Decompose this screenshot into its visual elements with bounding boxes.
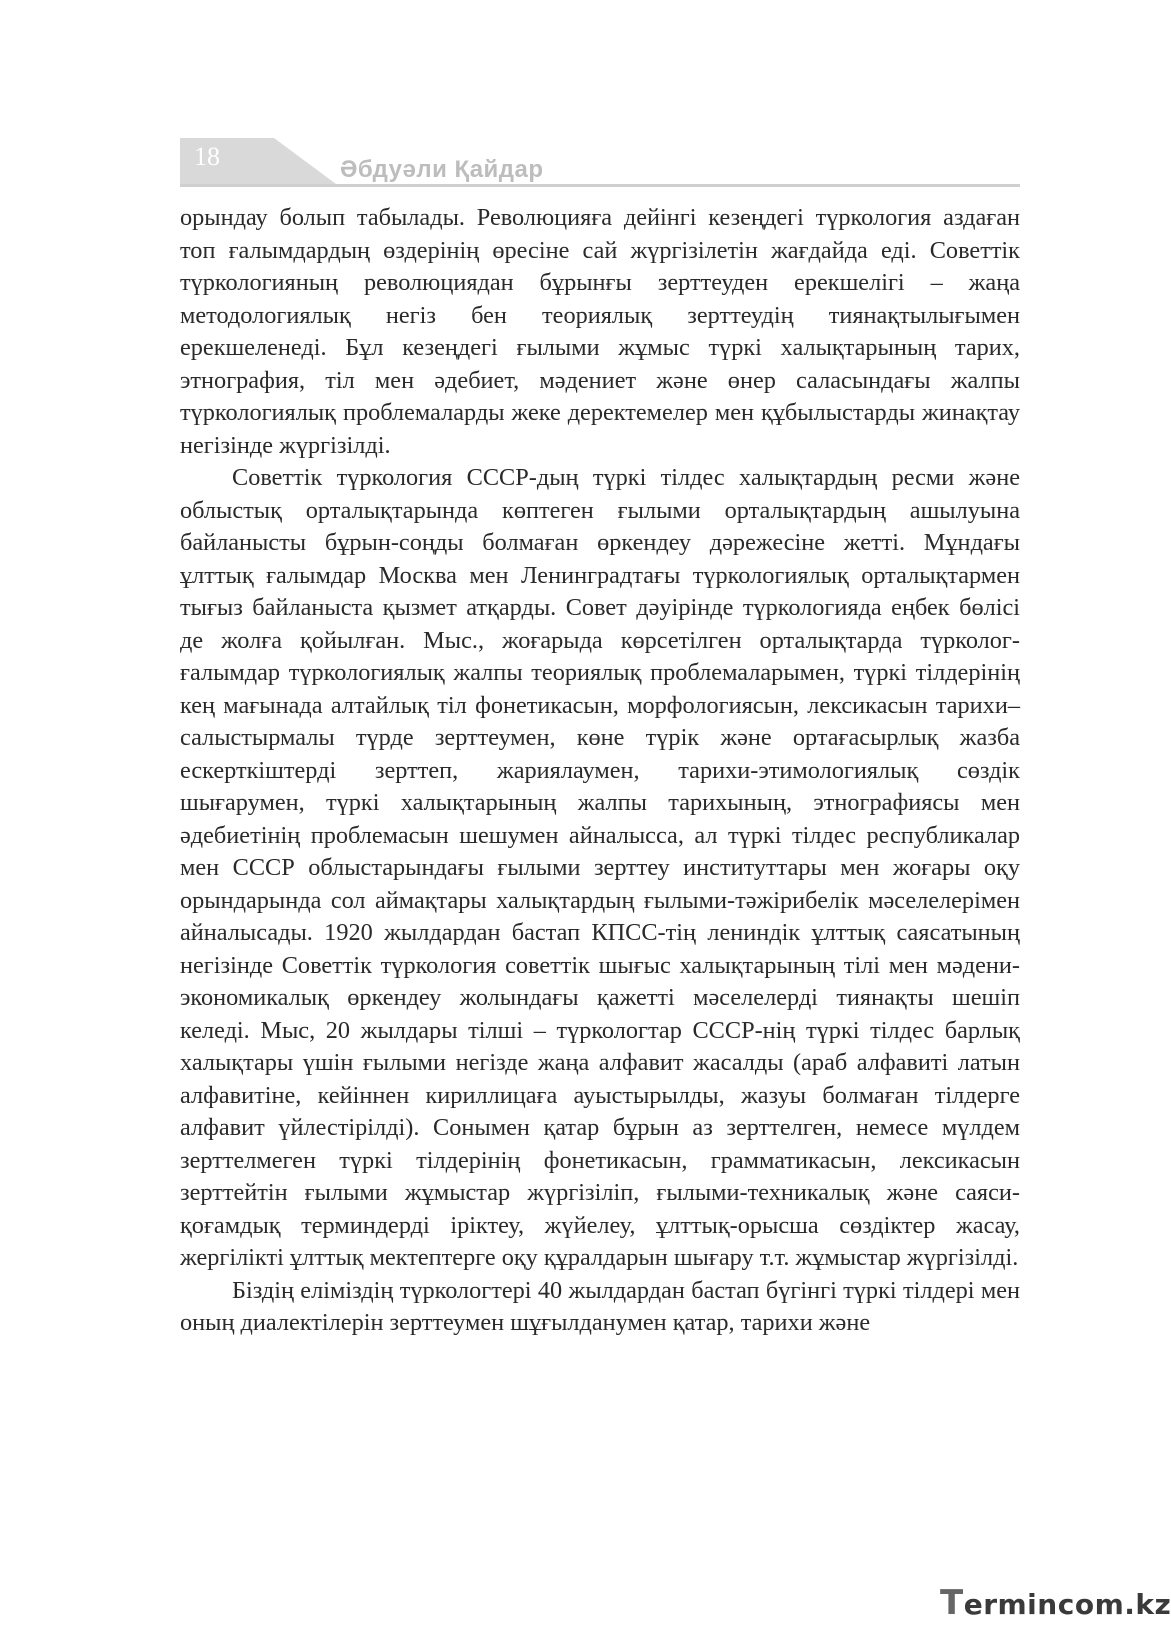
paragraph-2: Советтік түркология СССР-дың түркі тілдес халықтардың ресми және облыстық орталықтарында көптеген ғылыми орталықтардың ашылуына байланысты бұрын-соңды болмаған өркендеу дәрежесіне жетті. Мұндағы ұлттық ғалымдар Москва мен Ленинградтағы түркологиялық орталықтармен тығыз байланыста қызмет атқарды. Совет дәуірінде түркологияда еңбек бөлісі де жолға қойылған. Мыс., жоғарыда көрсетілген орталықтарда түрколог-ғалымдар түркологиялық жалпы теориялық проблемаларымен, түркі тілдерінің кең мағынада алтайлық тіл фонетикасын, морфологиясын, лексикасын тарихи–салыстырмалы түрде зерттеумен, көне түрік және ортағасырлық жазба ескерткіштерді зерттеп, жариялаумен, тарихи-этимологиялық сөздік шығарумен, түркі халықтарының жалпы тарихының, этнографиясы мен әдебиетінің проблемасын шешумен айналысса, ал түркі тілдес республикалар мен СССР облыстарындағы ғылыми зерттеу институттары мен жоғары оқу орындарында сол аймақтары халықтардың ғылыми-тәжірибелік мәселелерімен айналысады. 1920 жылдардан бастап КПСС-тің лениндік ұлттық саясатының негізінде Советтік түркология советтік шығыс халықтарының тілі мен мәдени-экономикалық өркендеу жолындағы қажетті мәселелерді тиянақты шешіп келеді. Мыс, 20 жылдары тілші – түркологтар СССР-нің түркі тілдес барлық халықтары үшін ғылыми негізде жаңа алфавит жасалды (араб алфавиті латын алфавитіне, кейіннен кириллицаға ауыстырылды, жазуы болмаған тілдерге алфавит үйлестірілді). Сонымен қатар бұрын аз зерттелген, немесе мүлдем зерттелмеген түркі тілдерінің фонетикасын, грамматикасын, лексикасын зерттейтін ғылыми жұмыстар жүргізіліп, ғылыми-техникалық және саяси-қоғамдық терминдерді іріктеу, жүйелеу, ұлттық-орысша сөздіктер жасау, жергілікті ұлттық мектептерге оқу құралдарын шығару т.т. жұмыстар жүргізілді. bbox=[180, 464, 1020, 1271]
running-head-author: Әбдуәли Қайдар bbox=[340, 156, 544, 183]
watermark-tail: m.kz bbox=[1094, 1588, 1171, 1621]
paragraph-1: орындау болып табылады. Революцияға дейінгі кезеңдегі түркология аздаған топ ғалымдардың өздерінің өресіне сай жүргізілетін жағдайда еді. Советтік түркологияның революциядан бұрынғы зерттеуден ерекшелігі – жаңа методологиялық негіз бен теориялық зерттеудің тиянақтылығымен ерекшеленеді. Бұл кезеңдегі ғылыми жұмыс түркі халықтарының тарих, этнография, тіл мен әдебиет, мәдениет және өнер саласындағы жалпы түркологиялық проблемаларды жеке деректемелер мен құбылыстарды жинақтау негізінде жүргізілді. bbox=[180, 204, 1020, 459]
site-watermark bbox=[940, 1583, 1171, 1623]
watermark-first-letter: T bbox=[940, 1583, 964, 1623]
watermark-magnifier-o: o bbox=[1074, 1588, 1095, 1621]
page-number-tab-wedge bbox=[274, 138, 336, 184]
page-header bbox=[180, 138, 1020, 188]
page-number: 18 bbox=[194, 142, 220, 171]
paragraph-3: Біздің еліміздің түркологтері 40 жылдардан бастап бүгінгі түркі тілдері мен оның диалектілерін зерттеумен шұғылданумен қатар, тарихи және bbox=[180, 1276, 1020, 1336]
header-rule bbox=[180, 184, 1020, 187]
body-text bbox=[180, 202, 1020, 1340]
watermark-text: erminc bbox=[963, 1588, 1075, 1621]
